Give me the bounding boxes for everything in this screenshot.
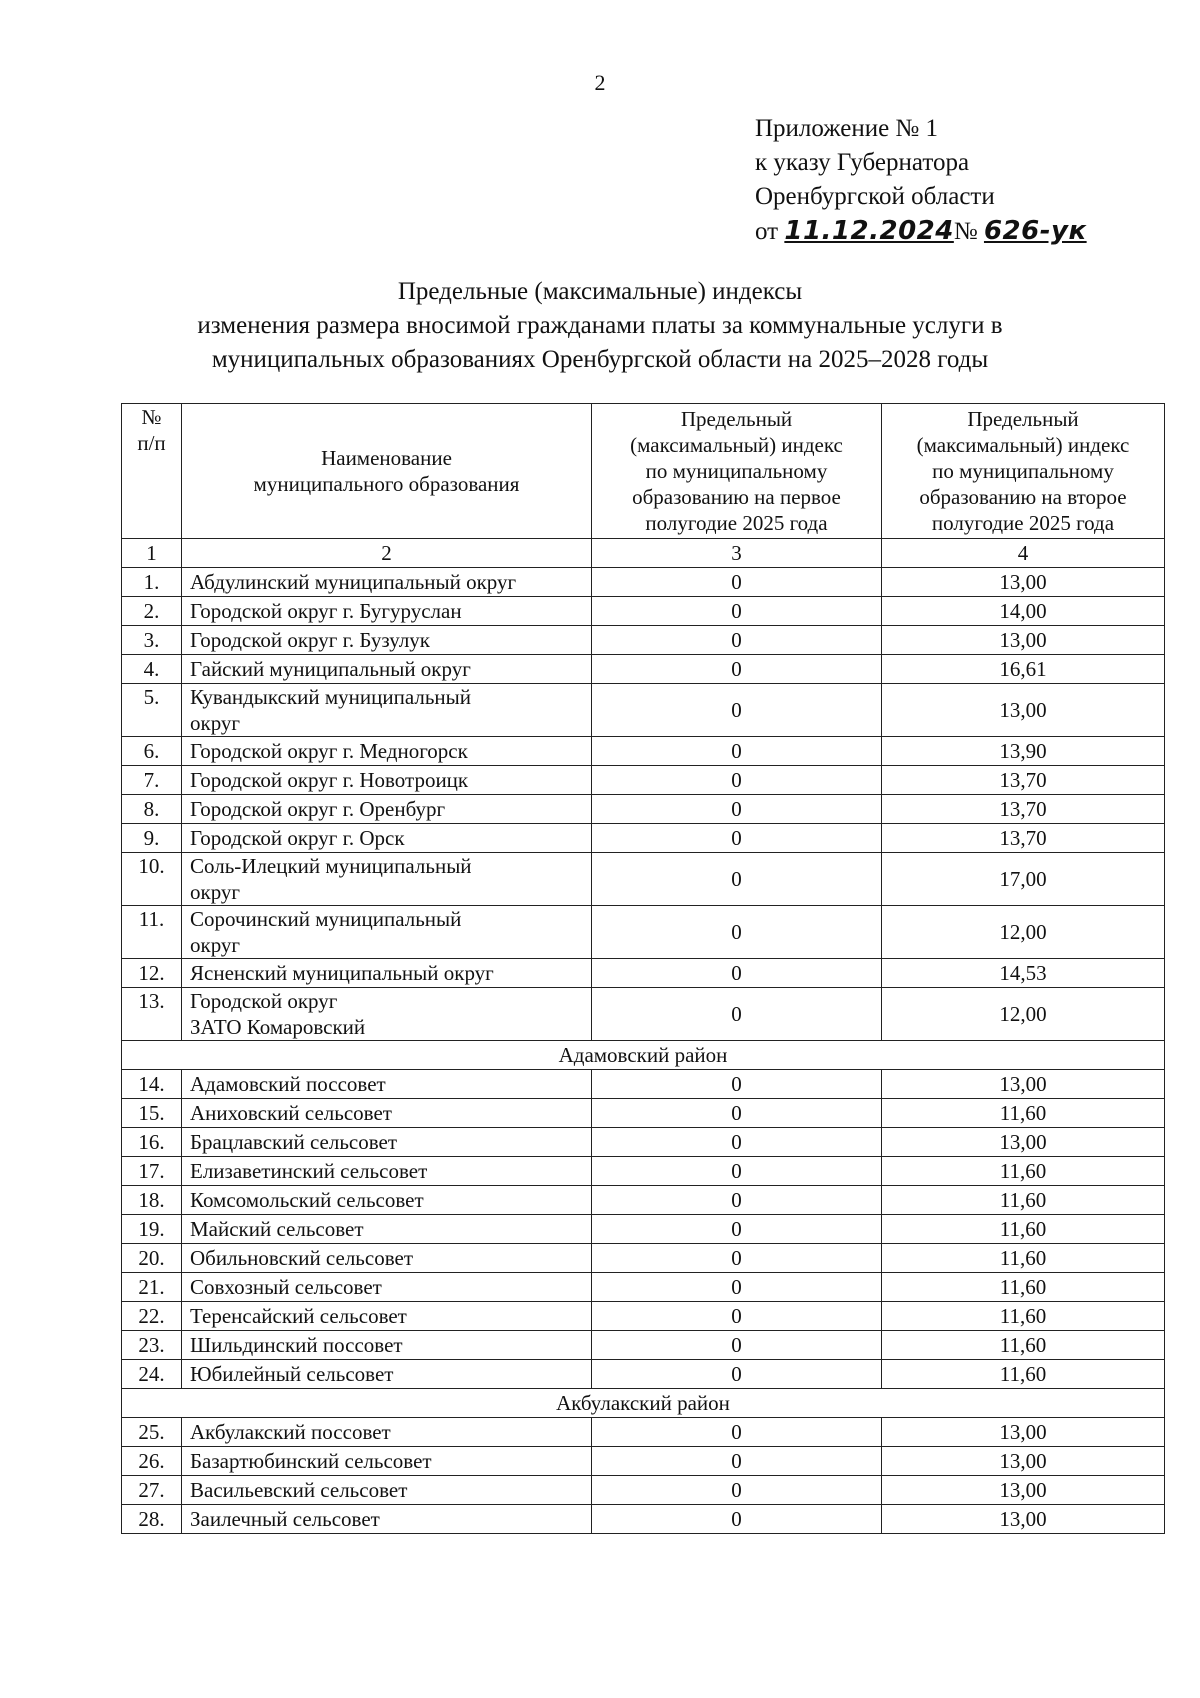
index-second-half: 13,70 bbox=[882, 824, 1165, 853]
row-number: 2. bbox=[122, 597, 182, 626]
index-first-half: 0 bbox=[592, 655, 882, 684]
header-name bbox=[182, 404, 592, 539]
municipality-name-line: Городской округ bbox=[190, 989, 338, 1013]
index-second-half: 13,70 bbox=[882, 795, 1165, 824]
header-text: муниципального образования bbox=[253, 472, 520, 496]
attachment-line-1: Приложение № 1 bbox=[755, 115, 939, 142]
index-second-half: 11,60 bbox=[882, 1186, 1165, 1215]
municipality-name bbox=[182, 597, 592, 626]
section-title: Акбулакский район bbox=[122, 1389, 1165, 1418]
header-text: образованию на второе bbox=[919, 485, 1127, 509]
index-first-half: 0 bbox=[592, 1244, 882, 1273]
row-number: 6. bbox=[122, 737, 182, 766]
header-text: Предельный bbox=[967, 407, 1079, 431]
section-title: Адамовский район bbox=[122, 1041, 1165, 1070]
title-line-2: изменения размера вносимой гражданами платы за коммунальные услуги в bbox=[197, 312, 1003, 339]
table-row bbox=[122, 1157, 1165, 1186]
column-number: 1 bbox=[122, 539, 182, 568]
index-first-half: 0 bbox=[592, 737, 882, 766]
municipality-name bbox=[182, 988, 592, 1041]
index-first-half: 0 bbox=[592, 1273, 882, 1302]
row-number: 13. bbox=[122, 988, 182, 1041]
column-number-row bbox=[122, 539, 1165, 568]
table-row bbox=[122, 988, 1165, 1041]
index-first-half: 0 bbox=[592, 853, 882, 906]
index-first-half: 0 bbox=[592, 1157, 882, 1186]
header-text: Наименование bbox=[321, 446, 452, 470]
handwritten-date: 11.12.2024 bbox=[784, 216, 954, 246]
municipality-name-line: Городской округ г. Бугуруслан bbox=[190, 599, 462, 623]
table-row bbox=[122, 655, 1165, 684]
row-number: 8. bbox=[122, 795, 182, 824]
index-second-half: 13,00 bbox=[882, 568, 1165, 597]
table-row bbox=[122, 1360, 1165, 1389]
index-second-half: 13,70 bbox=[882, 766, 1165, 795]
index-second-half: 12,00 bbox=[882, 988, 1165, 1041]
index-second-half: 11,60 bbox=[882, 1099, 1165, 1128]
handwritten-number: 626-ук bbox=[983, 216, 1087, 246]
table-row bbox=[122, 1331, 1165, 1360]
index-second-half: 13,00 bbox=[882, 626, 1165, 655]
municipality-name bbox=[182, 1244, 592, 1273]
index-first-half: 0 bbox=[592, 1215, 882, 1244]
table-row bbox=[122, 1418, 1165, 1447]
page-number: 2 bbox=[594, 70, 606, 95]
municipality-name-line: Городской округ г. Медногорск bbox=[190, 739, 468, 763]
header-text: п/п bbox=[137, 431, 166, 455]
index-first-half: 0 bbox=[592, 1302, 882, 1331]
header-text: по муниципальному bbox=[932, 459, 1114, 483]
municipality-name bbox=[182, 737, 592, 766]
table-row bbox=[122, 766, 1165, 795]
municipality-name-line: округ bbox=[190, 711, 241, 735]
table-row bbox=[122, 1215, 1165, 1244]
municipality-name-line: Базартюбинский сельсовет bbox=[190, 1449, 432, 1473]
municipality-name bbox=[182, 1418, 592, 1447]
index-first-half: 0 bbox=[592, 1447, 882, 1476]
index-first-half: 0 bbox=[592, 795, 882, 824]
row-number: 17. bbox=[122, 1157, 182, 1186]
municipality-name-line: округ bbox=[190, 933, 241, 957]
municipality-name-line: Обильновский сельсовет bbox=[190, 1246, 413, 1270]
table-row bbox=[122, 597, 1165, 626]
municipality-name-line: Городской округ г. Бузулук bbox=[190, 628, 431, 652]
header-text: Предельный bbox=[680, 407, 793, 431]
row-number: 16. bbox=[122, 1128, 182, 1157]
index-second-half: 11,60 bbox=[882, 1302, 1165, 1331]
table-row bbox=[122, 1302, 1165, 1331]
index-second-half: 17,00 bbox=[882, 853, 1165, 906]
municipality-name-line: Гайский муниципальный округ bbox=[190, 657, 471, 681]
section-row bbox=[122, 1389, 1165, 1418]
title-line-3: муниципальных образованиях Оренбургской области на 2025–2028 годы bbox=[211, 346, 989, 373]
index-first-half: 0 bbox=[592, 1070, 882, 1099]
municipality-name-line: Брацлавский сельсовет bbox=[190, 1130, 398, 1154]
municipality-name-line: Юбилейный сельсовет bbox=[190, 1362, 394, 1386]
municipality-name-line: Васильевский сельсовет bbox=[190, 1478, 408, 1502]
attachment-line-2: к указу Губернатора bbox=[755, 149, 970, 176]
attachment-date-line bbox=[755, 214, 1087, 249]
index-second-half: 14,53 bbox=[882, 959, 1165, 988]
index-second-half: 11,60 bbox=[882, 1244, 1165, 1273]
table-row bbox=[122, 1128, 1165, 1157]
header-text: (максимальный) индекс bbox=[916, 433, 1130, 457]
row-number: 7. bbox=[122, 766, 182, 795]
index-second-half: 11,60 bbox=[882, 1273, 1165, 1302]
municipality-name-line: Соль-Илецкий муниципальный bbox=[190, 854, 472, 878]
index-first-half: 0 bbox=[592, 1476, 882, 1505]
index-second-half: 13,90 bbox=[882, 737, 1165, 766]
index-first-half: 0 bbox=[592, 684, 882, 737]
section-row bbox=[122, 1041, 1165, 1070]
table-row bbox=[122, 1505, 1165, 1534]
row-number: 5. bbox=[122, 684, 182, 737]
municipality-name bbox=[182, 684, 592, 737]
index-first-half: 0 bbox=[592, 1360, 882, 1389]
table-row bbox=[122, 1447, 1165, 1476]
municipality-name bbox=[182, 1070, 592, 1099]
index-second-half: 13,00 bbox=[882, 1128, 1165, 1157]
municipality-name-line: ЗАТО Комаровский bbox=[190, 1015, 366, 1039]
index-second-half: 13,00 bbox=[882, 1476, 1165, 1505]
municipality-name-line: Совхозный сельсовет bbox=[190, 1275, 382, 1299]
index-first-half: 0 bbox=[592, 568, 882, 597]
header-text: полугодие 2025 года bbox=[931, 511, 1115, 535]
row-number: 20. bbox=[122, 1244, 182, 1273]
municipality-name bbox=[182, 1157, 592, 1186]
index-second-half: 13,00 bbox=[882, 1070, 1165, 1099]
municipality-name-line: Ясненский муниципальный округ bbox=[190, 961, 494, 985]
municipality-name bbox=[182, 959, 592, 988]
municipality-name-line: Городской округ г. Новотроицк bbox=[190, 768, 469, 792]
index-first-half: 0 bbox=[592, 1099, 882, 1128]
index-second-half: 13,00 bbox=[882, 1418, 1165, 1447]
index-first-half: 0 bbox=[592, 988, 882, 1041]
index-second-half: 16,61 bbox=[882, 655, 1165, 684]
row-number: 26. bbox=[122, 1447, 182, 1476]
municipality-name bbox=[182, 824, 592, 853]
municipality-name-line: Абдулинский муниципальный округ bbox=[190, 570, 517, 594]
table-row bbox=[122, 1244, 1165, 1273]
index-second-half: 11,60 bbox=[882, 1157, 1165, 1186]
municipality-name-line: округ bbox=[190, 880, 241, 904]
municipality-name bbox=[182, 795, 592, 824]
table-header-row bbox=[122, 404, 1165, 539]
index-second-half: 13,00 bbox=[882, 684, 1165, 737]
table-row bbox=[122, 1273, 1165, 1302]
row-number: 28. bbox=[122, 1505, 182, 1534]
row-number: 4. bbox=[122, 655, 182, 684]
table-row bbox=[122, 1476, 1165, 1505]
municipality-name bbox=[182, 1331, 592, 1360]
municipality-name-line: Адамовский поссовет bbox=[190, 1072, 386, 1096]
row-number: 10. bbox=[122, 853, 182, 906]
index-second-half: 11,60 bbox=[882, 1215, 1165, 1244]
index-first-half: 0 bbox=[592, 1505, 882, 1534]
title-line-1: Предельные (максимальные) индексы bbox=[397, 278, 803, 305]
index-first-half: 0 bbox=[592, 824, 882, 853]
index-first-half: 0 bbox=[592, 626, 882, 655]
from-label: от bbox=[755, 218, 779, 245]
header-second-half bbox=[882, 404, 1165, 539]
row-number: 1. bbox=[122, 568, 182, 597]
row-number: 12. bbox=[122, 959, 182, 988]
row-number: 14. bbox=[122, 1070, 182, 1099]
table-row bbox=[122, 959, 1165, 988]
number-label: № bbox=[953, 218, 978, 245]
index-second-half: 13,00 bbox=[882, 1447, 1165, 1476]
municipality-name bbox=[182, 853, 592, 906]
indices-table bbox=[121, 403, 1165, 1534]
municipality-name bbox=[182, 1186, 592, 1215]
header-first-half bbox=[592, 404, 882, 539]
table-row bbox=[122, 1186, 1165, 1215]
row-number: 22. bbox=[122, 1302, 182, 1331]
index-first-half: 0 bbox=[592, 959, 882, 988]
municipality-name bbox=[182, 1447, 592, 1476]
municipality-name-line: Городской округ г. Оренбург bbox=[190, 797, 446, 821]
index-second-half: 12,00 bbox=[882, 906, 1165, 959]
row-number: 25. bbox=[122, 1418, 182, 1447]
municipality-name bbox=[182, 1128, 592, 1157]
municipality-name bbox=[182, 1099, 592, 1128]
index-first-half: 0 bbox=[592, 766, 882, 795]
municipality-name-line: Майский сельсовет bbox=[190, 1217, 364, 1241]
header-text: (максимальный) индекс bbox=[630, 433, 843, 457]
header-text: полугодие 2025 года bbox=[645, 511, 828, 535]
municipality-name-line: Сорочинский муниципальный bbox=[190, 907, 462, 931]
row-number: 9. bbox=[122, 824, 182, 853]
municipality-name bbox=[182, 655, 592, 684]
table-row bbox=[122, 684, 1165, 737]
municipality-name-line: Городской округ г. Орск bbox=[190, 826, 405, 850]
municipality-name bbox=[182, 568, 592, 597]
municipality-name bbox=[182, 1273, 592, 1302]
row-number: 19. bbox=[122, 1215, 182, 1244]
header-text: образованию на первое bbox=[632, 485, 841, 509]
header-text: № bbox=[141, 405, 162, 429]
index-second-half: 11,60 bbox=[882, 1331, 1165, 1360]
municipality-name-line: Теренсайский сельсовет bbox=[190, 1304, 407, 1328]
index-first-half: 0 bbox=[592, 1128, 882, 1157]
index-first-half: 0 bbox=[592, 1186, 882, 1215]
column-number: 2 bbox=[182, 539, 592, 568]
table-row bbox=[122, 906, 1165, 959]
municipality-name bbox=[182, 1215, 592, 1244]
row-number: 27. bbox=[122, 1476, 182, 1505]
table-row bbox=[122, 626, 1165, 655]
index-first-half: 0 bbox=[592, 597, 882, 626]
municipality-name-line: Заилечный сельсовет bbox=[190, 1507, 380, 1531]
municipality-name-line: Аниховский сельсовет bbox=[190, 1101, 392, 1125]
table-row bbox=[122, 568, 1165, 597]
municipality-name bbox=[182, 1302, 592, 1331]
municipality-name bbox=[182, 766, 592, 795]
index-second-half: 11,60 bbox=[882, 1360, 1165, 1389]
municipality-name bbox=[182, 906, 592, 959]
row-number: 21. bbox=[122, 1273, 182, 1302]
municipality-name bbox=[182, 626, 592, 655]
municipality-name-line: Шильдинский поссовет bbox=[190, 1333, 403, 1357]
row-number: 15. bbox=[122, 1099, 182, 1128]
column-number: 4 bbox=[882, 539, 1165, 568]
table-row bbox=[122, 853, 1165, 906]
index-first-half: 0 bbox=[592, 1418, 882, 1447]
table-row bbox=[122, 795, 1165, 824]
index-first-half: 0 bbox=[592, 1331, 882, 1360]
municipality-name-line: Акбулакский поссовет bbox=[190, 1420, 391, 1444]
column-number: 3 bbox=[592, 539, 882, 568]
table-row bbox=[122, 824, 1165, 853]
municipality-name bbox=[182, 1360, 592, 1389]
municipality-name-line: Кувандыкский муниципальный bbox=[190, 685, 471, 709]
header-text: по муниципальному bbox=[645, 459, 828, 483]
row-number: 24. bbox=[122, 1360, 182, 1389]
row-number: 3. bbox=[122, 626, 182, 655]
index-first-half: 0 bbox=[592, 906, 882, 959]
municipality-name bbox=[182, 1476, 592, 1505]
header-number bbox=[122, 404, 182, 539]
municipality-name bbox=[182, 1505, 592, 1534]
row-number: 11. bbox=[122, 906, 182, 959]
municipality-name-line: Комсомольский сельсовет bbox=[190, 1188, 424, 1212]
document-title bbox=[100, 275, 1100, 377]
row-number: 18. bbox=[122, 1186, 182, 1215]
municipality-name-line: Елизаветинский сельсовет bbox=[190, 1159, 428, 1183]
index-second-half: 13,00 bbox=[882, 1505, 1165, 1534]
table-row bbox=[122, 1070, 1165, 1099]
table-row bbox=[122, 1099, 1165, 1128]
row-number: 23. bbox=[122, 1331, 182, 1360]
index-second-half: 14,00 bbox=[882, 597, 1165, 626]
table-row bbox=[122, 737, 1165, 766]
attachment-line-3: Оренбургской области bbox=[755, 183, 995, 210]
attachment-block bbox=[755, 112, 1087, 249]
